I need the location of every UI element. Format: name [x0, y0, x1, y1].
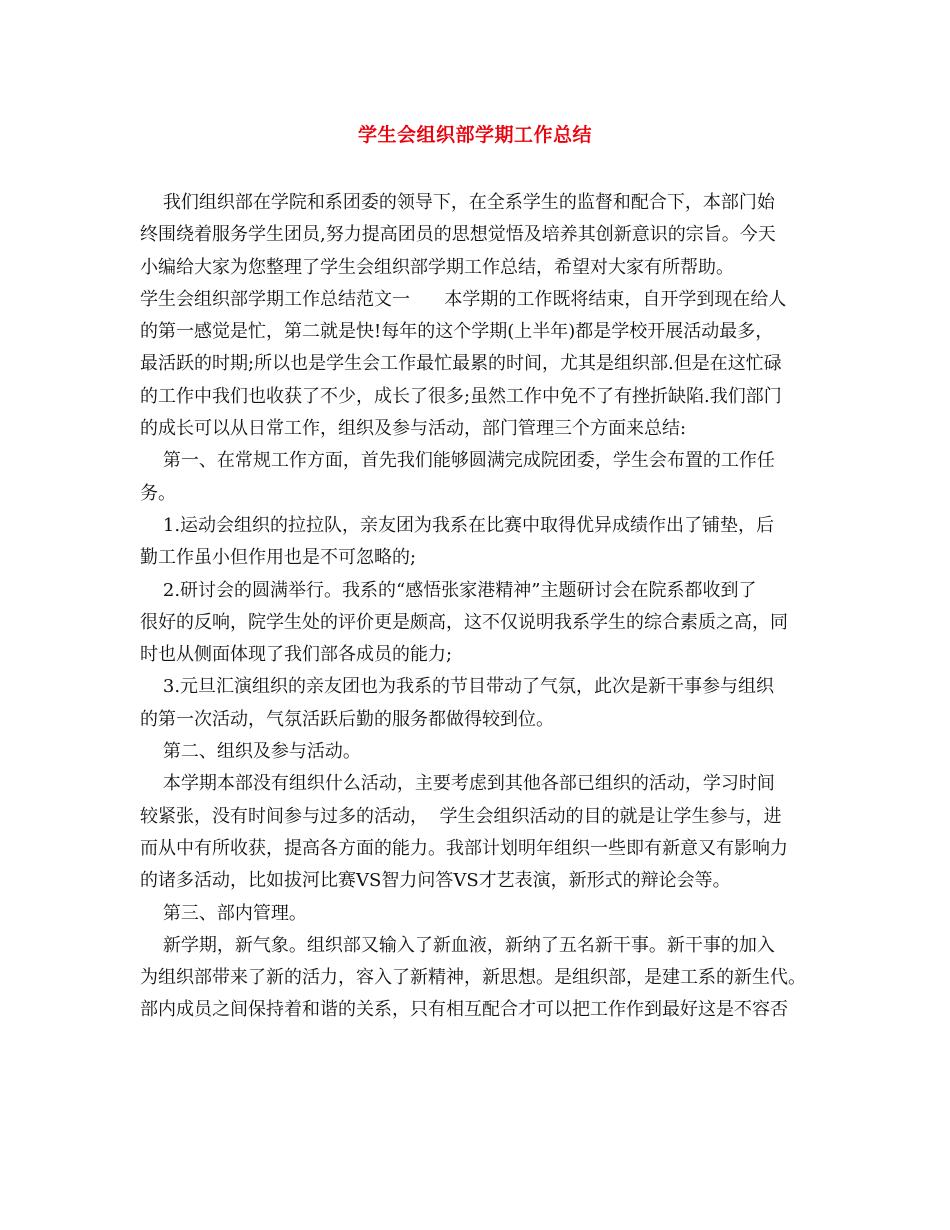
paragraph-line: 的第一次活动，气氛活跃后勤的服务都做得较到位。	[140, 708, 554, 730]
paragraph-line: 学生会组织部学期工作总结范文一 本学期的工作既将结束，自开学到现在给人	[140, 288, 787, 310]
paragraph-line: 较紧张，没有时间参与过多的活动， 学生会组织活动的目的就是让学生参与，进	[140, 805, 782, 827]
paragraph-line: 而从中有所收获，提高各方面的能力。我部计划明年组织一些即有新意又有影响力	[140, 837, 788, 859]
paragraph-line: 本学期本部没有组织什么活动，主要考虑到其他各部已组织的活动，学习时间	[140, 773, 775, 795]
paragraph-line: 终围绕着服务学生团员,努力提高团员的思想觉悟及培养其创新意识的宗旨。今天	[140, 224, 776, 246]
paragraph-line: 很好的反响，院学生处的评价更是颇高，这不仅说明我系学生的综合素质之高，同	[140, 611, 788, 633]
paragraph-line: 第三、部内管理。	[140, 902, 307, 924]
paragraph-line: 第二、组织及参与活动。	[140, 741, 361, 763]
paragraph-line: 务。	[140, 482, 176, 504]
paragraph-line: 最活跃的时期;所以也是学生会工作最忙最累的时间，尤其是组织部.但是在这忙碌	[140, 353, 782, 375]
paragraph-line: 我们组织部在学院和系团委的领导下，在全系学生的监督和配合下，本部门始	[140, 192, 775, 213]
paragraph-line: 勤工作虽小但作用也是不可忽略的;	[140, 547, 417, 569]
paragraph-line: 为组织部带来了新的活力，容入了新精神，新思想。是组织部，是建工系的新生代。	[140, 967, 806, 989]
paragraph-line: 的工作中我们也收获了不少，成长了很多;虽然工作中免不了有挫折缺陷.我们部门	[140, 385, 782, 407]
document-body	[140, 187, 820, 1027]
paragraph-line: 的诸多活动，比如拔河比赛VS智力问答VS才艺表演，新形式的辩论会等。	[140, 870, 731, 892]
paragraph-line: 2.研讨会的圆满举行。我系的“感悟张家港精神”主题研讨会在院系都收到了	[140, 579, 757, 601]
paragraph-line: 时也从侧面体现了我们部各成员的能力;	[140, 644, 453, 666]
paragraph-line: 新学期，新气象。组织部又输入了新血液，新纳了五名新干事。新干事的加入	[140, 934, 775, 956]
paragraph-line: 的成长可以从日常工作，组织及参与活动，部门管理三个方面来总结:	[140, 418, 687, 440]
paragraph-line: 小编给大家为您整理了学生会组织部学期工作总结，希望对大家有所帮助。	[140, 256, 734, 278]
paragraph-line: 第一、在常规工作方面，首先我们能够圆满完成院团委，学生会布置的工作任	[140, 450, 775, 472]
paragraph-line: 部内成员之间保持着和谐的关系，只有相互配合才可以把工作作到最好这是不容否	[140, 999, 788, 1021]
paragraph-line: 1.运动会组织的拉拉队，亲友团为我系在比赛中取得优异成绩作出了铺垫，后	[140, 514, 775, 536]
page-title: 学生会组织部学期工作总结	[357, 124, 592, 146]
paragraph-line: 的第一感觉是忙，第二就是快!每年的这个学期(上半年)都是学校开展活动最多，	[140, 321, 774, 343]
paragraph-line: 3.元旦汇演组织的亲友团也为我系的节目带动了气氛，此次是新干事参与组织	[140, 676, 775, 698]
